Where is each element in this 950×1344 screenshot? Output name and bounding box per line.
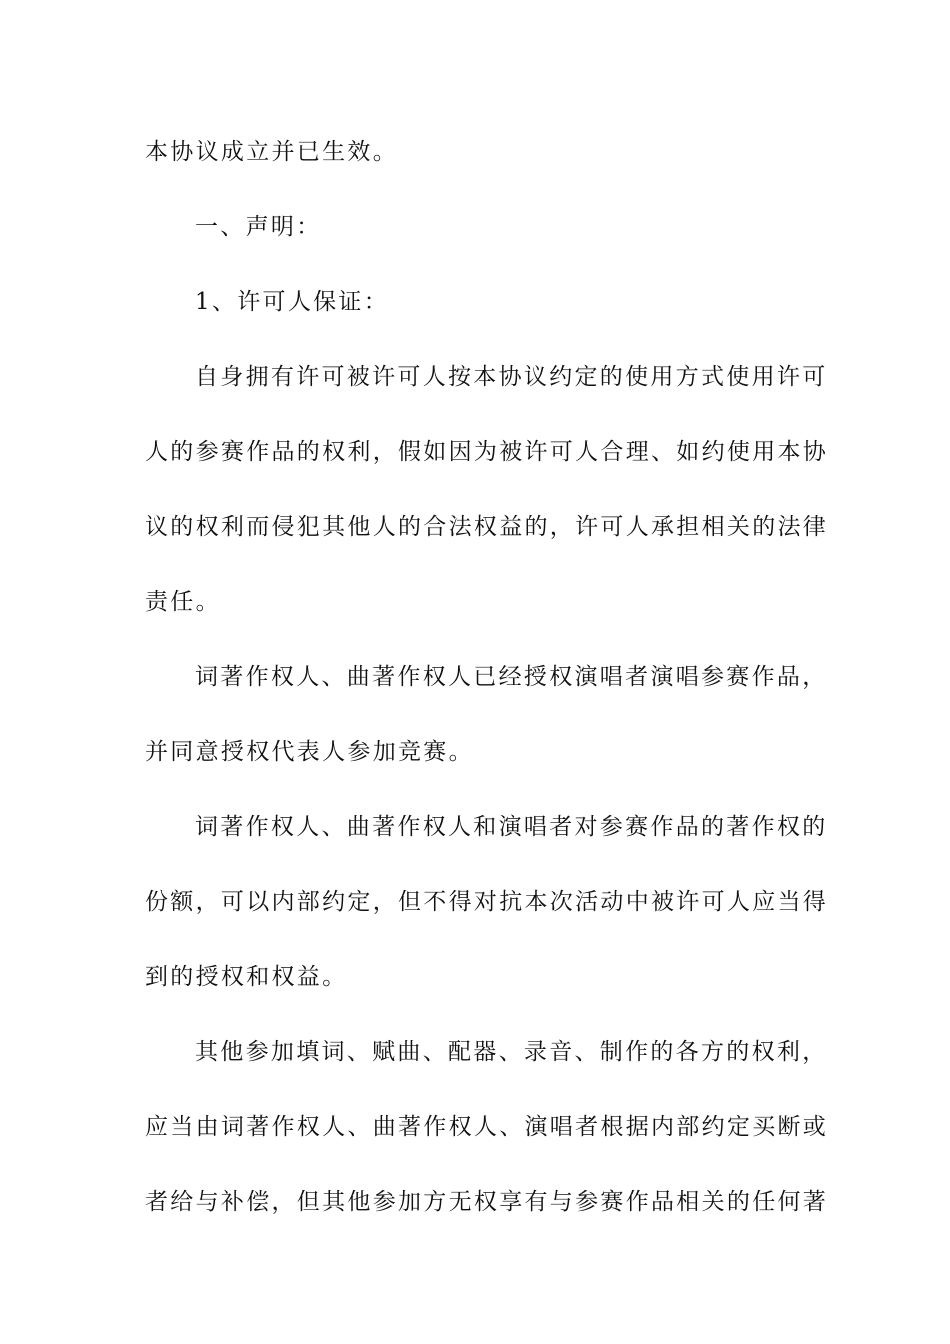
text-line: 责任。	[145, 589, 221, 615]
document-body	[145, 134, 829, 1222]
text-line: 份额，可以内部约定，但不得对抗本次活动中被许可人应当得	[145, 889, 829, 915]
text-line: 词著作权人、曲著作权人已经授权演唱者演唱参赛作品，	[195, 664, 828, 690]
section-heading: 一、声明：	[195, 214, 322, 240]
text-line: 者给与补偿，但其他参加方无权享有与参赛作品相关的任何著	[145, 1189, 829, 1215]
text-line: 词著作权人、曲著作权人和演唱者对参赛作品的著作权的	[195, 814, 828, 840]
clause-heading: 1、许可人保证：	[195, 289, 390, 315]
text-line: 并同意授权代表人参加竞赛。	[145, 739, 474, 765]
text-line: 应当由词著作权人、曲著作权人、演唱者根据内部约定买断或	[145, 1114, 829, 1140]
text-line: 到的授权和权益。	[145, 964, 348, 990]
text-line: 其他参加填词、赋曲、配器、录音、制作的各方的权利，	[195, 1039, 828, 1065]
text-line: 自身拥有许可被许可人按本协议约定的使用方式使用许可	[195, 364, 828, 390]
text-line: 议的权利而侵犯其他人的合法权益的，许可人承担相关的法律	[145, 514, 829, 540]
text-line: 人的参赛作品的权利，假如因为被许可人合理、如约使用本协	[145, 439, 829, 465]
text-line: 本协议成立并已生效。	[145, 139, 398, 165]
